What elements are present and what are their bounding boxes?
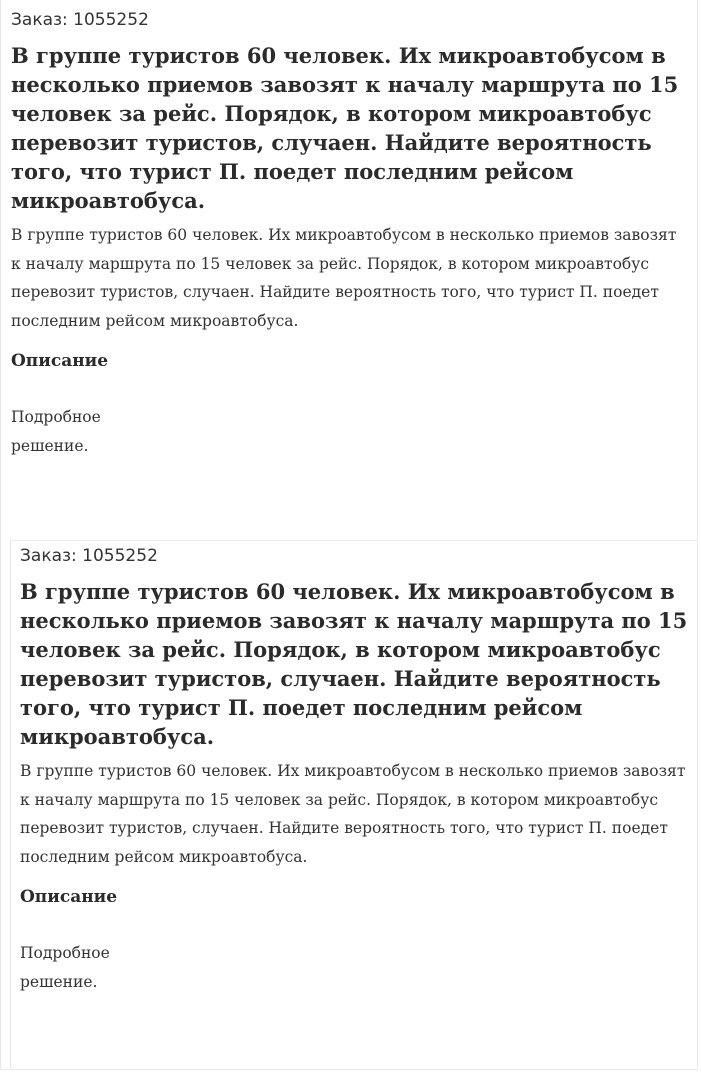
order-number: Заказ: 1055252 <box>20 546 158 566</box>
description-heading: Описание <box>20 887 118 907</box>
description-text: Подробное решение. <box>20 944 110 991</box>
task-text: В группе туристов 60 человек. Их микроавтобусом в несколько приемов завозят к началу маршрута по 15 человек за рейс. Порядок, в котором микроавтобус перевозит туристов, случаен. Найдите вероятность того, что турист П. поедет последним рейсом микроавтобуса. <box>11 226 677 330</box>
order-card-duplicate <box>10 540 698 1068</box>
description-heading: Описание <box>11 351 109 371</box>
task-title: В группе туристов 60 человек. Их микроавтобусом в несколько приемов завозят к началу маршрута по 15 человек за рейс. Порядок, в котором микроавтобус перевозит туристов, случаен. Найдите вероятность того, что турист П. поедет последним рейсом микроавтобуса. <box>11 43 679 213</box>
order-card <box>11 8 697 460</box>
description-text: Подробное решение. <box>11 408 101 455</box>
task-title: В группе туристов 60 человек. Их микроавтобусом в несколько приемов завозят к началу маршрута по 15 человек за рейс. Порядок, в котором микроавтобус перевозит туристов, случаен. Найдите вероятность того, что турист П. поедет последним рейсом микроавтобуса. <box>20 579 688 749</box>
task-text: В группе туристов 60 человек. Их микроавтобусом в несколько приемов завозят к началу маршрута по 15 человек за рейс. Порядок, в котором микроавтобус перевозит туристов, случаен. Найдите вероятность того, что турист П. поедет последним рейсом микроавтобуса. <box>20 762 686 866</box>
order-number: Заказ: 1055252 <box>11 10 149 30</box>
